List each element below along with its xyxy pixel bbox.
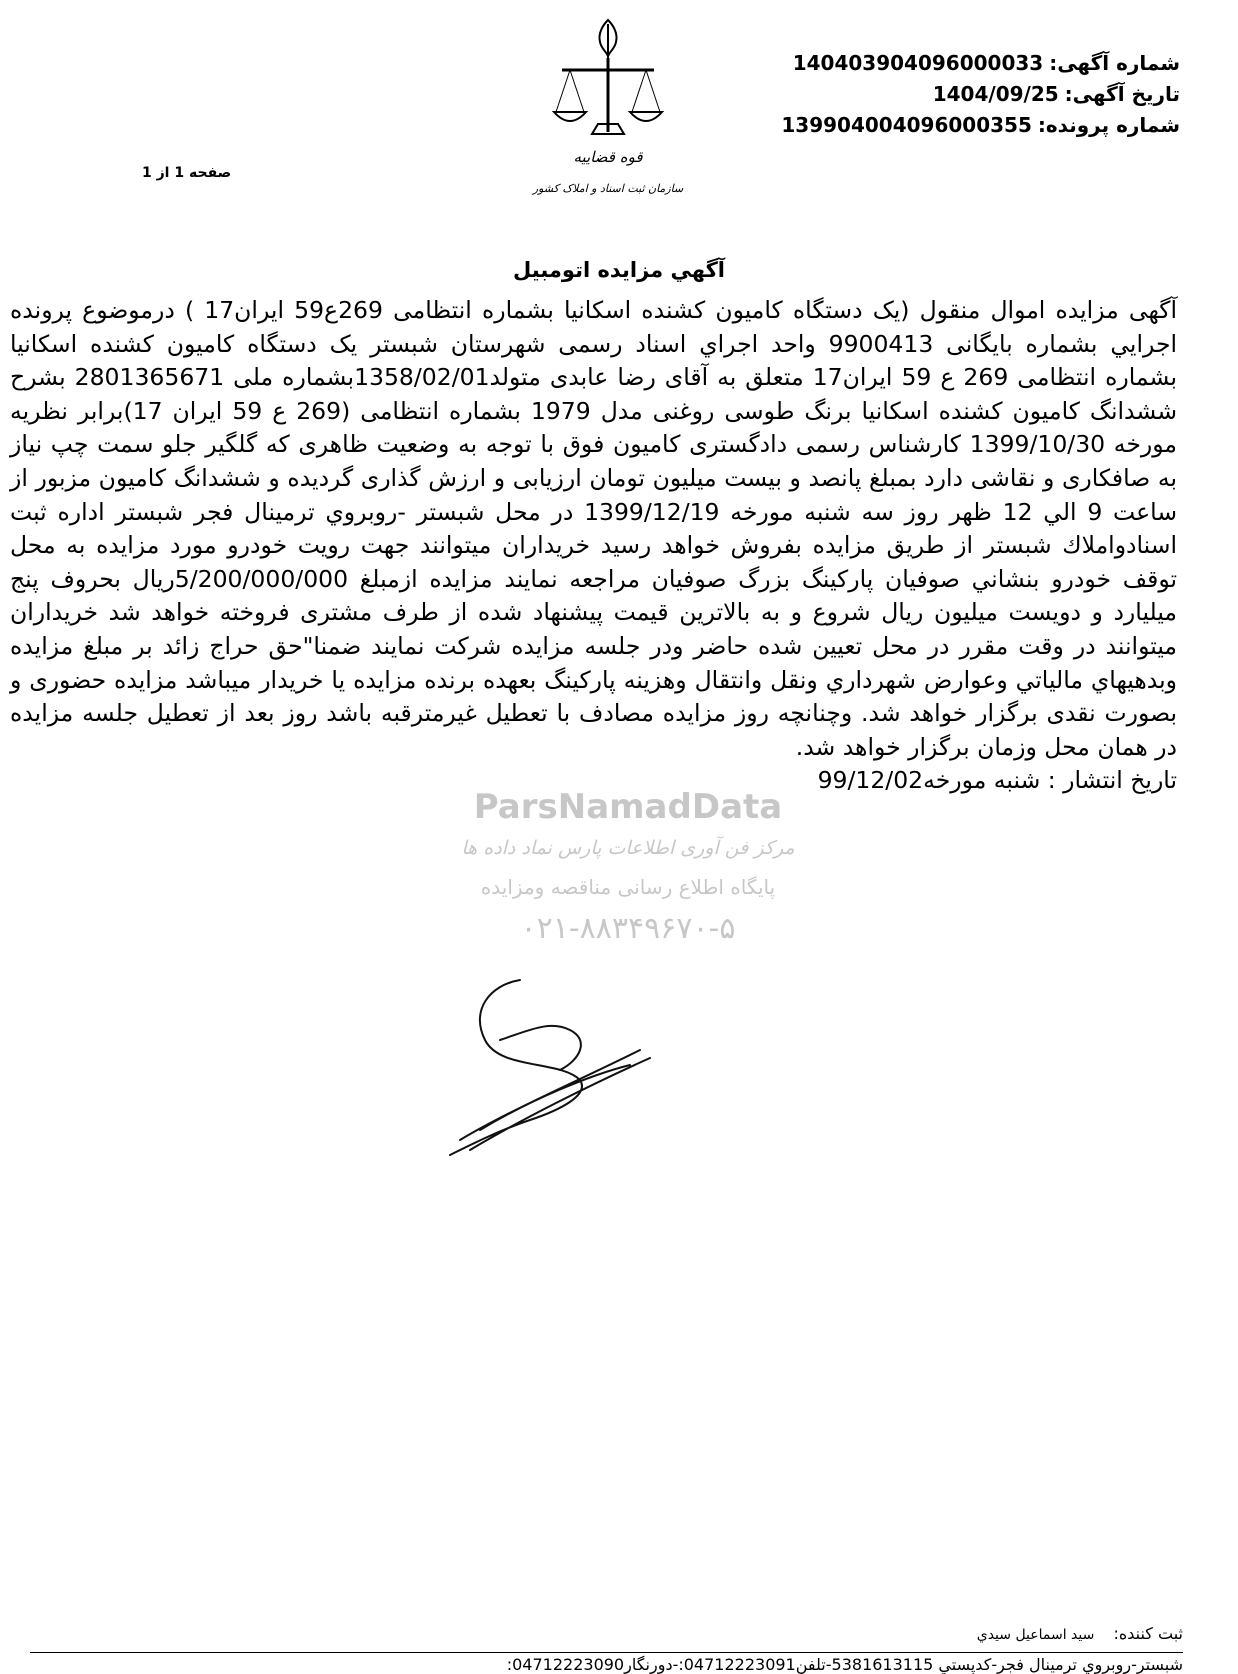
ad-date-label: تاریخ آگهی: xyxy=(1064,82,1180,106)
ad-date: 1404/09/25 xyxy=(932,82,1059,106)
footer-divider xyxy=(30,1652,1183,1653)
case-number: 139904004096000355 xyxy=(781,113,1032,137)
notice-paragraph: آگهی مزایده اموال منقول (یک دستگاه کامیون کشنده اسکانیا بشماره انتظامی 269ع59 ایران17 ) درموضوع پرونده اجرايي بشماره بایگانی 9900413 واحد اجراي اسناد رسمی شهرستان شبستر یک دستگاه کامیون کشنده اسکانیا بشماره انتظامی 269 ع 59 ایران17 متعلق به آقای رضا عابدی متولد1358/02/01بشماره ملی 2801365671 بشرح ششدانگ کامیون کشنده اسکانیا برنگ طوسی روغنی مدل 1979 بشماره انتظامی (269 ع 59 ایران 17)برابر نظریه مورخه 1399/10/30 کارشناس رسمی دادگستری کامیون فوق با توجه به وضعیت ظاهری که گلگیر جلو سمت چپ نیاز به صافکاری و نقاشی دارد بمبلغ پانصد و بیست میلیون تومان ارزیابی و ارزش گذاری گردیده و ششدانگ کامیون مزبور از ساعت 9 الي 12 ظهر روز سه شنبه مورخه 1399/12/19 در محل شبستر -روبروي ترمینال فجر شبستر اداره ثبت اسنادواملاك شبستر از طریق مزایده بفروش خواهد رسید خریداران میتوانند جهت رویت خودرو مورد مزایده به محل توقف خودرو بنشاني صوفیان پارکینگ بزرگ صوفیان مراجعه نمایند مزایده ازمبلغ 5/200/000/000ریال بحروف پنج میلیارد و دویست میلیون ریال شروع و به بالاترین قیمت پیشنهاد شده از طرف مشتری فروخته خواهد شد خریداران میتوانند در وقت مقرر در محل تعیین شده حاضر ودر جلسه مزایده شرکت نمایند ضمنا"حق حراج زائد بر مبلغ مزایده وبدهیهاي مالیاتي وعوارض شهرداري ونقل وانتقال وهزینه پارکینگ بعهده برنده مزایده یا خریدار میباشد مزایده حضوری و بصورت نقدی برگزار خواهد شد. وچنانچه روز مزایده مصادف با تعطیل غیرمترقبه باشد روز بعد از تعطیل جلسه مزایده در همان محل وزمان برگزار خواهد شد. xyxy=(10,296,1178,761)
publish-date-line: تاریخ انتشار : شنبه مورخه99/12/02 xyxy=(817,766,1177,795)
ad-number-row xyxy=(775,48,1180,79)
watermark-brand: ParsNamadData xyxy=(473,787,783,827)
footer-address: شبستر-روبروي ترمینال فجر-کدپستي 5381613115-تلفن04712223091:-دورنگار04712223090: xyxy=(506,1655,1183,1674)
watermark-line2: پایگاه اطلاع رسانی مناقصه ومزایده xyxy=(480,875,776,899)
notice-body xyxy=(10,294,1177,798)
case-number-label: شماره پرونده: xyxy=(1037,113,1180,137)
case-number-row xyxy=(775,110,1180,141)
watermark-line1: مرکز فن آوری اطلاعات پارس نماد داده ها xyxy=(461,837,795,859)
watermark-phone: ۰۲۱-۸۸۳۴۹۶۷۰-۵ xyxy=(520,911,736,946)
ad-number-label: شماره آگهی: xyxy=(1049,51,1180,75)
emblem-line2: سازمان ثبت اسناد و املاک کشور xyxy=(532,182,684,195)
page-indicator: صفحه 1 از 1 xyxy=(142,165,232,181)
notice-title: آگهي مزايده اتومبيل xyxy=(513,258,725,282)
ad-number: 140403904096000033 xyxy=(792,51,1044,75)
judiciary-emblem-icon xyxy=(532,12,684,212)
registrar-name: سید اسماعیل سیدي xyxy=(976,1627,1095,1643)
ad-meta xyxy=(775,48,1180,141)
signature-icon xyxy=(440,970,660,1160)
registrar-label: ثبت کننده: xyxy=(1113,1624,1183,1643)
ad-date-row xyxy=(775,79,1180,110)
registrar xyxy=(977,1624,1183,1643)
emblem-line1: قوه قضاییه xyxy=(573,148,643,166)
